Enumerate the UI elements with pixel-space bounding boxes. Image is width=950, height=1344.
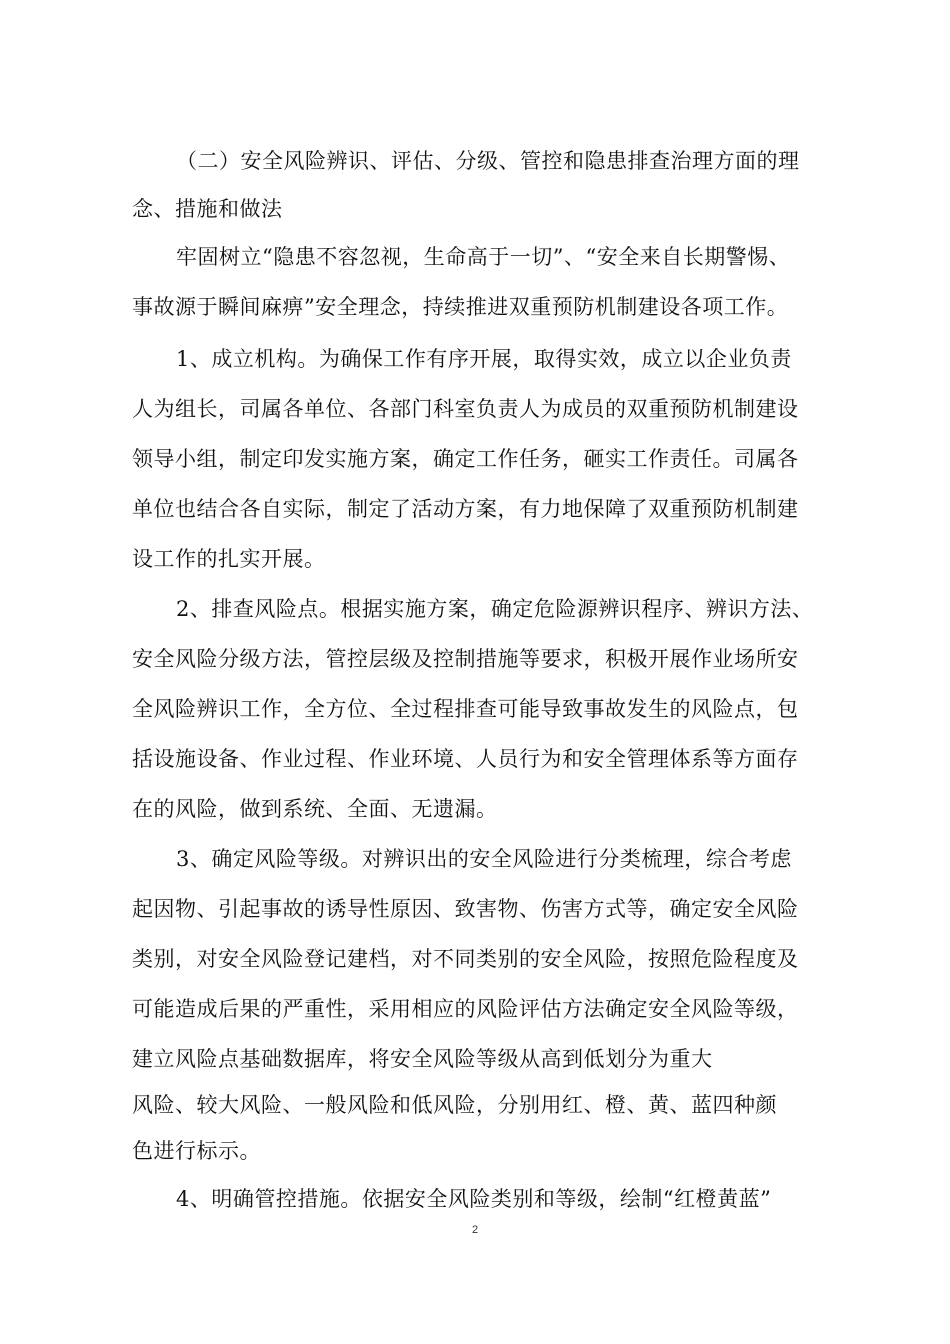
page-number: 2 xyxy=(471,1224,479,1236)
paragraph-1-line-2: 事故源于瞬间麻痹”安全理念，持续推进双重预防机制建设各项工作。 xyxy=(132,295,789,319)
section-heading-line-2: 念、措施和做法 xyxy=(132,197,283,221)
paragraph-3-line-2: 安全风险分级方法，管控层级及控制措施等要求，积极开展作业场所安 xyxy=(132,647,799,671)
paragraph-3-line-5: 在的风险，做到系统、全面、无遗漏。 xyxy=(132,797,498,821)
paragraph-4-line-1: 3、确定风险等级。对辨识出的安全风险进行分类梳理，综合考虑 xyxy=(176,847,792,871)
paragraph-4-line-7: 色进行标示。 xyxy=(132,1139,261,1163)
paragraph-2-line-2: 人为组长，司属各单位、各部门科室负责人为成员的双重预防机制建设 xyxy=(132,397,799,421)
paragraph-2-line-4: 单位也结合各自实际，制定了活动方案，有力地保障了双重预防机制建 xyxy=(132,497,799,521)
paragraph-2-line-3: 领导小组，制定印发实施方案，确定工作任务，砸实工作责任。司属各 xyxy=(132,447,799,471)
paragraph-4-line-6: 风险、较大风险、一般风险和低风险，分别用红、橙、黄、蓝四种颜 xyxy=(132,1093,777,1117)
paragraph-5-line-1: 4、明确管控措施。依据安全风险类别和等级，绘制“红橙黄蓝” xyxy=(176,1187,772,1211)
paragraph-4-line-3: 类别，对安全风险登记建档，对不同类别的安全风险，按照危险程度及 xyxy=(132,947,799,971)
paragraph-3-line-4: 括设施设备、作业过程、作业环境、人员行为和安全管理体系等方面存 xyxy=(132,747,799,771)
paragraph-3-line-1: 2、排查风险点。根据实施方案，确定危险源辨识程序、辨识方法、 xyxy=(176,597,814,621)
paragraph-4-line-5: 建立风险点基础数据库，将安全风险等级从高到低划分为重大 xyxy=(132,1047,713,1071)
paragraph-1-line-1: 牢固树立“隐患不容忽视，生命高于一切”、“安全来自长期警惕、 xyxy=(176,245,791,269)
section-heading-line-1: （二）安全风险辨识、评估、分级、管控和隐患排查治理方面的理 xyxy=(176,149,800,173)
paragraph-2-line-5: 设工作的扎实开展。 xyxy=(132,547,326,571)
paragraph-2-line-1: 1、成立机构。为确保工作有序开展，取得实效，成立以企业负责 xyxy=(176,347,792,371)
paragraph-3-line-3: 全风险辨识工作，全方位、全过程排查可能导致事故发生的风险点，包 xyxy=(132,697,799,721)
paragraph-4-line-4: 可能造成后果的严重性，采用相应的风险评估方法确定安全风险等级， xyxy=(132,997,799,1021)
paragraph-4-line-2: 起因物、引起事故的诱导性原因、致害物、伤害方式等，确定安全风险 xyxy=(132,897,799,921)
